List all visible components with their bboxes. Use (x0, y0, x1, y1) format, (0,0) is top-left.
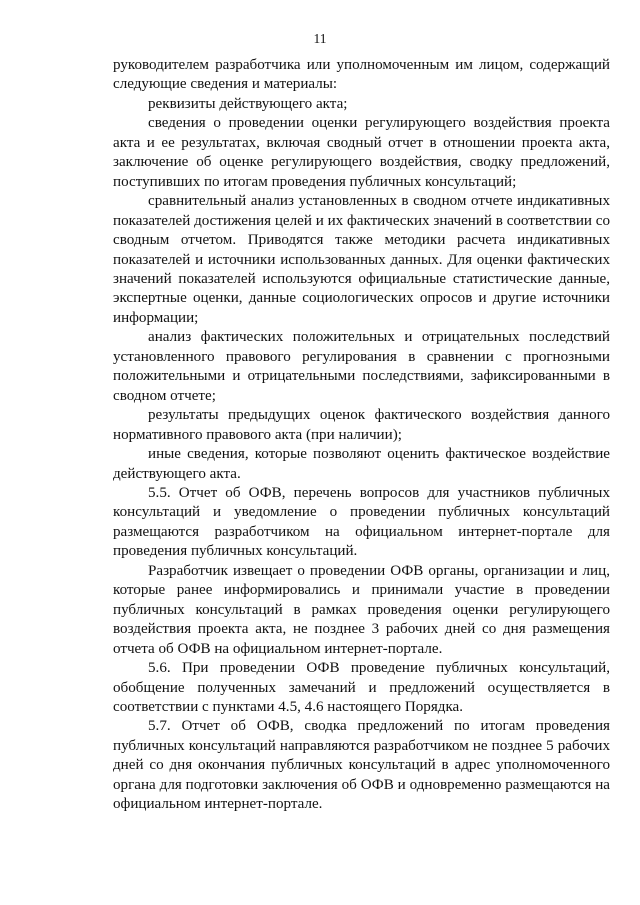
paragraph-previous-assessments: результаты предыдущих оценок фактического воздействия данного нормативного правового акта (при наличии); (113, 407, 610, 443)
paragraph-orv-results: сведения о проведении оценки регулирующего воздействия проекта акта и ее результатах, включая сводный отчет в отношении проекта акта, заключение об оценке регулирующего воздействия, сводку предложений, поступивших по итогам проведения публичных консультаций; (113, 115, 610, 190)
paragraph-comparative-analysis: сравнительный анализ установленных в сводном отчете индикативных показателей достижения целей и их фактических значений в соответствии со сводным отчетом. Приводятся также методики расчета индикативных показателей и источники использованных данных. Для оценки фактических значений показателей используются официальные статистические данные, экспертные оценки, данные социологических опросов и другие источники информации; (113, 193, 610, 326)
paragraph-continuation: руководителем разработчика или уполномоченным им лицом, содержащий следующие сведения и материалы: (113, 57, 610, 93)
document-body (113, 56, 610, 815)
page-number: 11 (313, 31, 327, 46)
paragraph-clause-5-7: 5.7. Отчет об ОФВ, сводка предложений по итогам проведения публичных консультаций направляются разработчиком не позднее 5 рабочих дней со дня окончания публичных консультаций в адрес уполномоченного органа для подготовки заключения об ОФВ и одновременно размещаются на официальном интернет-портале. (113, 718, 610, 813)
paragraph-clause-5-5: 5.5. Отчет об ОФВ, перечень вопросов для участников публичных консультаций и уведомление о проведении публичных консультаций размещаются разработчиком на официальном интернет-портале для проведения публичных консультаций. (113, 484, 610, 560)
paragraph-clause-5-6: 5.6. При проведении ОФВ проведение публичных консультаций, обобщение полученных замечаний и предложений осуществляется в соответствии с пунктами 4.5, 4.6 настоящего Порядка. (113, 660, 610, 715)
paragraph-other-info: иные сведения, которые позволяют оценить фактическое воздействие действующего акта. (113, 446, 610, 482)
paragraph-developer-notice: Разработчик извещает о проведении ОФВ органы, организации и лиц, которые ранее информировались и принимали участие в проведении публичных консультаций в рамках проведения оценки регулирующего воздействия проекта акта, не позднее 3 рабочих дней со дня размещения отчета об ОФВ на официальном интернет-портале. (113, 562, 610, 657)
paragraph-act-requisites: реквизиты действующего акта; (148, 95, 348, 112)
paragraph-consequences-analysis: анализ фактических положительных и отрицательных последствий установленного правового регулирования в сравнении с прогнозными положительными и отрицательными последствиями, зафиксированными в сводном отчете; (113, 329, 610, 404)
